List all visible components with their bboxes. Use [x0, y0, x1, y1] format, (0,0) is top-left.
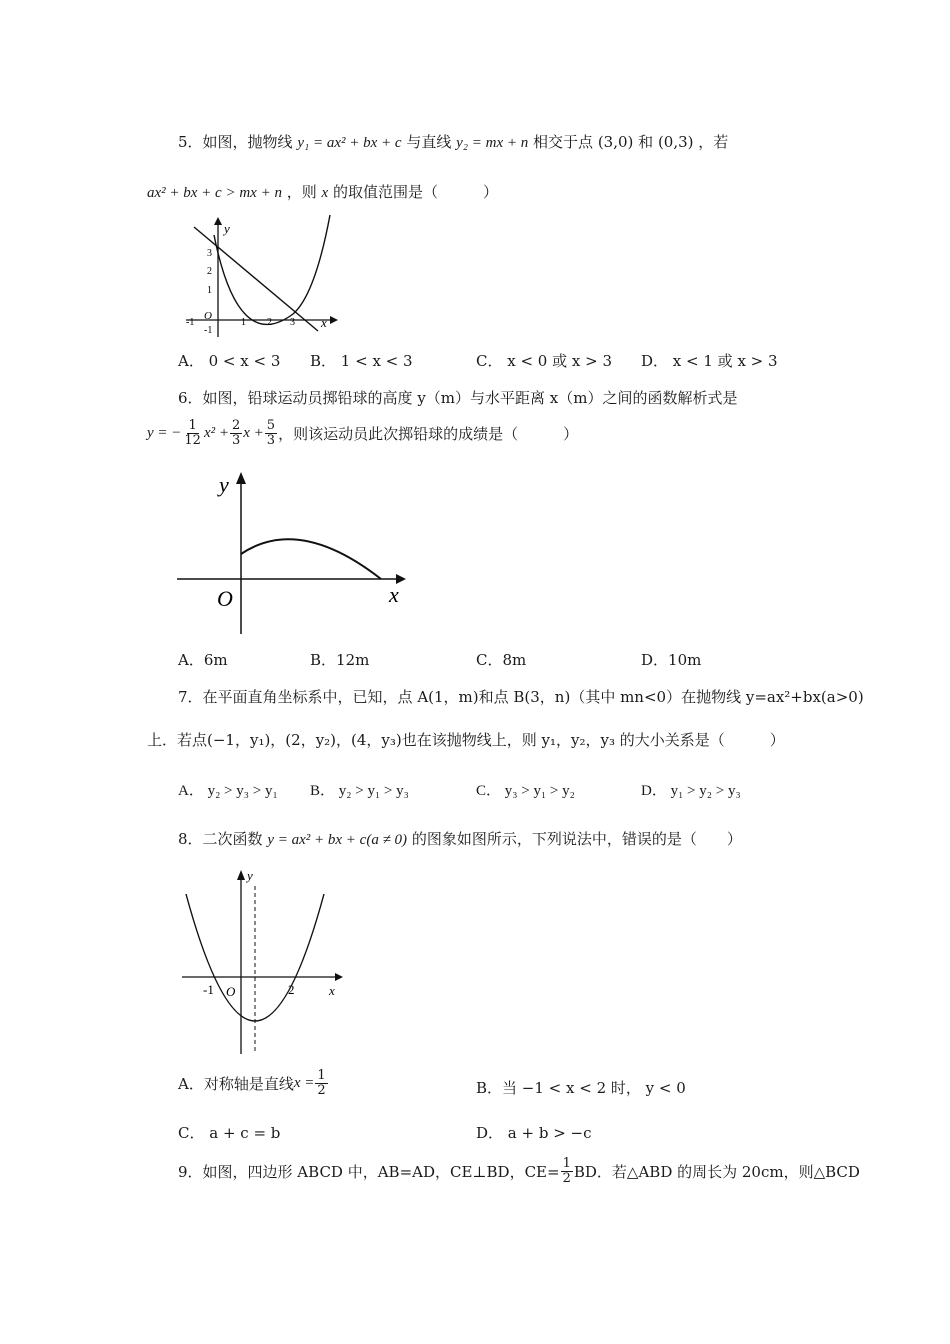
q7-line1: 7．在平面直角坐标系中，已知，点 A(1，m)和点 B(3，n)（其中 mn<0）在抛物线 y=ax²+bx(a>0) — [178, 688, 864, 706]
q6-option-b[interactable]: B．12m — [310, 651, 370, 669]
q6-eq-mid1: x² + — [203, 424, 229, 441]
q5-option-b[interactable]: B． 1 < x < 3 — [310, 352, 413, 370]
q8-line1 — [178, 828, 742, 849]
q6-y-arrow — [236, 472, 246, 484]
q6-option-c[interactable]: C．8m — [476, 651, 527, 669]
q5-point-1: (3,0) — [597, 133, 634, 151]
q5-tick-y2: 2 — [207, 266, 212, 277]
q6-frac3-den: 3 — [266, 432, 276, 448]
q5-parabola-formula: y₁ = ax² + bx + c — [297, 135, 402, 151]
q5-text-f: ，则 — [286, 183, 317, 201]
q8-label-x: x — [329, 983, 335, 998]
q8-option-a[interactable] — [178, 1069, 329, 1097]
q5-line2 — [147, 181, 498, 202]
q5-line-graph — [194, 227, 318, 331]
q5-var-x: x — [321, 185, 329, 201]
q5-parabola-graph — [214, 215, 330, 324]
q9-text-b: BD．若△ABD 的周长为 20cm，则△BCD — [573, 1162, 860, 1181]
q5-graph — [180, 215, 340, 340]
q9-frac-den: 2 — [562, 1170, 571, 1186]
q8-option-c[interactable]: C． a + c = b — [178, 1124, 281, 1142]
q7-option-c[interactable]: C． y₃ > y₁ > y₂ — [476, 783, 575, 799]
q7-line2: 上．若点(−1，y₁)，(2，y₂)，(4，y₃)也在该抛物线上，则 y₁，y₂，y₃ 的大小关系是（ ） — [147, 731, 785, 749]
q7-option-a[interactable]: A． y₂ > y₃ > y₁ — [178, 783, 278, 799]
q8-tick-x2: 2 — [288, 982, 295, 997]
q5-text-b: 与直线 — [406, 133, 452, 151]
q6-graph — [175, 468, 410, 638]
q5-tick-xn1: -1 — [186, 317, 195, 328]
q8-formula: y = ax² + bx + c(a ≠ 0) — [267, 832, 408, 848]
q6-eq-pre: y = − — [147, 424, 182, 441]
q5-option-c[interactable]: C． x < 0 或 x > 3 — [476, 352, 612, 370]
q6-frac1-den: 12 — [184, 432, 201, 448]
q6-text-end: ，则该运动员此次掷铅球的成绩是（ ） — [278, 424, 579, 443]
q5-inequality: ax² + bx + c > mx + n — [147, 185, 282, 201]
q8-optA-num: 1 — [317, 1068, 326, 1083]
q5-text-g: 的取值范围是（ ） — [332, 183, 498, 201]
q8-x-arrow — [335, 973, 343, 981]
q8-y-arrow — [237, 870, 245, 880]
q6-frac3-num: 5 — [266, 418, 276, 433]
q5-point-2: (0,3) — [657, 133, 694, 151]
q6-label-x: x — [389, 582, 399, 607]
q6-label-origin: O — [217, 586, 233, 611]
q8-tick-xn1: -1 — [203, 982, 214, 997]
q6-line2 — [147, 419, 578, 447]
q5-label-origin: O — [204, 310, 212, 322]
q5-text-e: ，若 — [698, 133, 729, 151]
q7-option-b[interactable]: B． y₂ > y₁ > y₃ — [310, 783, 409, 799]
q8-optA-text: A．对称轴是直线 — [178, 1074, 294, 1093]
q8-text-b: 的图象如图所示，下列说法中，错误的是（ ） — [411, 830, 742, 848]
q8-optA-den: 2 — [317, 1082, 326, 1098]
q5-text-a: 5．如图，抛物线 — [178, 133, 293, 151]
q6-option-d[interactable]: D．10m — [641, 651, 702, 669]
q5-option-d[interactable]: D． x < 1 或 x > 3 — [641, 352, 778, 370]
q5-tick-x2: 2 — [267, 317, 272, 328]
q5-tick-x1: 1 — [241, 317, 246, 328]
q8-text-a: 8．二次函数 — [178, 830, 263, 848]
q5-text-c: 相交于点 — [533, 133, 594, 151]
q8-label-y: y — [247, 868, 253, 883]
q5-label-x: x — [321, 315, 327, 330]
q5-label-y: y — [224, 221, 230, 236]
q6-frac-3 — [265, 419, 277, 447]
q9-text-a: 9．如图，四边形 ABCD 中，AB=AD，CE⊥BD，CE= — [178, 1162, 560, 1181]
q5-tick-yn1: -1 — [204, 325, 213, 336]
q5-line1 — [178, 131, 728, 152]
q5-tick-y3: 3 — [207, 248, 212, 259]
q6-line1: 6．如图，铅球运动员掷铅球的高度 y（m）与水平距离 x（m）之间的函数解析式是 — [178, 389, 738, 407]
q8-option-b[interactable]: B．当 −1 < x < 2 时， y < 0 — [476, 1079, 686, 1097]
q5-option-a[interactable]: A． 0 < x < 3 — [178, 352, 281, 370]
q5-tick-y1: 1 — [207, 285, 212, 296]
q8-label-origin: O — [226, 984, 236, 999]
q6-frac-1 — [182, 419, 203, 447]
q5-text-d: 和 — [638, 133, 654, 151]
q6-frac2-den: 3 — [231, 432, 241, 448]
q6-option-a[interactable]: A．6m — [178, 651, 228, 669]
q6-eq-mid2: x + — [243, 424, 264, 441]
q5-line-formula: y₂ = mx + n — [456, 135, 529, 151]
q6-label-y: y — [219, 472, 229, 497]
q6-trajectory — [241, 539, 381, 579]
q9-frac — [561, 1157, 573, 1185]
q8-graph — [178, 864, 348, 1059]
q6-frac2-num: 2 — [231, 418, 241, 433]
q8-option-d[interactable]: D． a + b > −c — [476, 1124, 592, 1142]
q5-x-arrow — [330, 316, 338, 324]
q5-tick-x3: 3 — [290, 317, 295, 328]
q7-option-d[interactable]: D． y₁ > y₂ > y₃ — [641, 783, 741, 799]
q8-optA-frac — [315, 1069, 327, 1097]
q8-optA-eq: x = — [293, 1074, 315, 1091]
q9-line1 — [178, 1157, 860, 1185]
q9-frac-num: 1 — [562, 1156, 571, 1171]
q6-frac-2 — [230, 419, 242, 447]
q6-frac1-num: 1 — [188, 418, 197, 433]
q5-y-arrow — [214, 217, 222, 225]
